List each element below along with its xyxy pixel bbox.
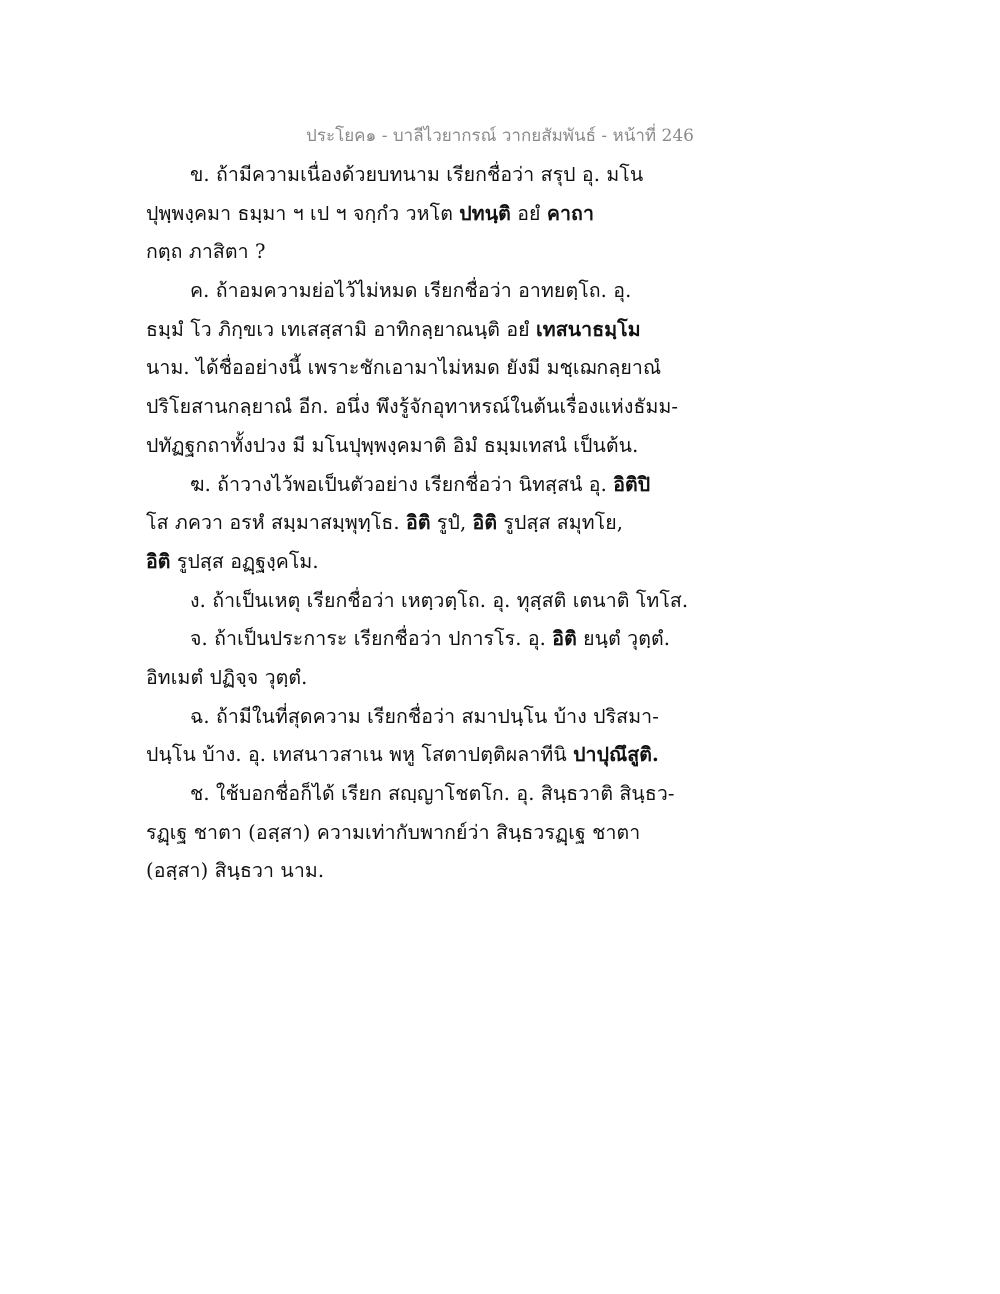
text-segment: ปทัฏฐกถาทั้งปวง มี มโนปุพฺพงฺคมาติ อิมํ ธมฺมเทสนํ เป็นต้น.: [146, 433, 639, 457]
text-segment: นาม. ได้ชื่ออย่างนี้ เพราะชักเอามาไม่หมด ยังมี มชฺเฌกลฺยาณํ: [146, 356, 662, 380]
text-line: [146, 466, 686, 505]
bold-term: อิติ: [472, 511, 498, 535]
text-line: [146, 620, 686, 659]
running-header: [0, 122, 1000, 149]
text-line: [146, 852, 686, 891]
body-text: [146, 156, 689, 891]
text-segment: รูปํ,: [430, 511, 473, 535]
text-segment: ปนฺโน บ้าง. อุ. เทสนาวสาเน พหู โสตาปตฺติผลาทีนิ: [146, 743, 574, 767]
text-line: [146, 543, 686, 582]
text-line: [146, 388, 686, 427]
text-segment: ฉ. ถ้ามีในที่สุดความ เรียกชื่อว่า สมาปนฺโน บ้าง ปริสมา-: [190, 704, 659, 728]
text-segment: รฏฺเฐ ชาตา (อสฺสา) ความเท่ากับพากย์ว่า สินฺธวรฏฺเฐ ชาตา: [146, 820, 641, 844]
bold-term: อิติ: [146, 549, 171, 573]
text-segment: โส ภควา อรหํ สมฺมาสมฺพุทฺโธ.: [146, 511, 407, 535]
bold-term: อิติปิ: [613, 472, 651, 496]
text-line: [146, 272, 686, 311]
bold-term: ปทนฺติ: [459, 201, 511, 225]
text-line: [146, 427, 686, 466]
text-segment: ช. ใช้บอกชื่อก็ได้ เรียก สญฺญาโชตโก. อุ. สินฺธวาติ สินฺธว-: [190, 782, 675, 805]
text-segment: จ. ถ้าเป็นประการะ เรียกชื่อว่า ปการโร. อุ.: [190, 627, 553, 651]
text-segment: ข. ถ้ามีความเนื่องด้วยบทนาม เรียกชื่อว่า สรุป อุ. มโน: [190, 163, 644, 186]
text-segment: ปุพฺพงฺคมา ธมฺมา ฯ เป ฯ จกฺกํว วหโต: [146, 201, 460, 225]
bold-term: อิติ: [552, 627, 577, 651]
text-line: [146, 311, 686, 350]
text-line: [146, 736, 686, 775]
text-line: [146, 698, 686, 737]
text-line: [146, 775, 686, 814]
text-line: [146, 504, 686, 543]
bold-term: ปาปุณึสูติ.: [573, 743, 659, 767]
text-segment: รูปสฺส สมุทโย,: [497, 511, 624, 535]
text-segment: อยํ: [510, 201, 547, 225]
text-line: [146, 814, 686, 853]
text-segment: อิทเมตํ ปฏิจฺจ วุตฺตํ.: [146, 665, 308, 689]
text-segment: รูปสฺส อฏฺฐงฺคโม.: [170, 549, 319, 573]
text-segment: ธมฺมํ โว ภิกฺขเว เทเสสฺสามิ อาทิกลฺยาณนฺติ อยํ: [146, 317, 536, 341]
text-line: [146, 195, 686, 234]
bold-term: อิติ: [406, 511, 431, 535]
text-segment: ปริโยสานกลฺยาณํ อีก. อนึ่ง พึงรู้จักอุทาหรณ์ในต้นเรื่องแห่งธัมม-: [146, 395, 679, 419]
text-segment: ค. ถ้าอมความย่อไว้ไม่หมด เรียกชื่อว่า อาทยตฺโถ. อุ.: [190, 279, 632, 303]
text-line: [146, 349, 686, 388]
text-line: [146, 659, 686, 698]
text-segment: ง. ถ้าเป็นเหตุ เรียกชื่อว่า เหตฺวตฺโถ. อุ. ทุสฺสติ เตนาติ โทโส.: [190, 588, 689, 612]
text-segment: กตฺถ ภาสิตา ?: [146, 240, 266, 264]
text-segment: (อสฺสา) สินฺธวา นาม.: [146, 859, 325, 883]
running-header-text: ประโยค๑ - บาลีไวยากรณ์ วากยสัมพันธ์ - หน้าที่ 246: [306, 126, 694, 146]
text-segment: ยนฺตํ วุตฺตํ.: [576, 627, 671, 651]
bold-term: เทสนาธมฺโม: [536, 317, 641, 341]
text-line: [146, 156, 686, 195]
text-line: [146, 582, 689, 621]
bold-term: คาถา: [546, 201, 595, 225]
text-line: [146, 233, 686, 272]
text-segment: ฆ. ถ้าวางไว้พอเป็นตัวอย่าง เรียกชื่อว่า นิทสฺสนํ อุ.: [190, 472, 614, 496]
